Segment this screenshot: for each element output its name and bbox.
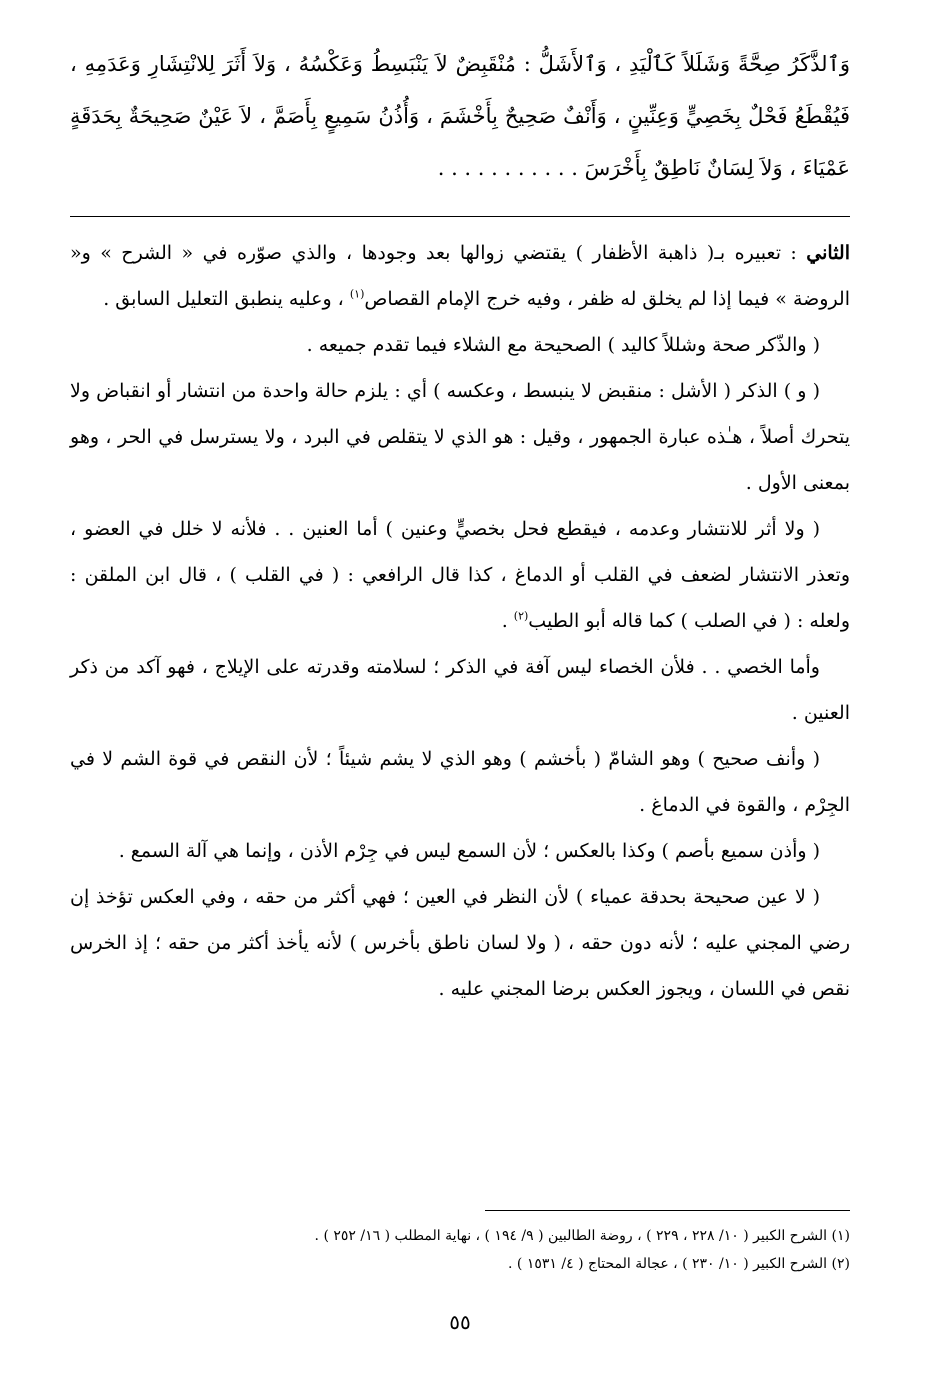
matn-text-block — [70, 38, 850, 194]
page-number: ٥٥ — [449, 1310, 471, 1334]
footnote-divider — [485, 1210, 850, 1211]
commentary-paragraph-3: ( و ) الذكر ( الأشل : منقبض لا ينبسط ، وعكسه ) أي : يلزم حالة واحدة من انتشار أو انقباض ولا يتحرك أصلاً ، هـٰذه عبارة الجمهور ، وقيل : هو الذي لا يتقلص في البرد ، ولا يسترسل في الحر ، وهو بمعنى الأول . — [70, 380, 850, 494]
footnotes — [70, 1222, 850, 1278]
footnote-2: (٢) الشرح الكبير ( ١٠/ ٢٣٠ ) ، عجالة المحتاج ( ٤/ ١٥٣١ ) . — [508, 1256, 850, 1272]
footnote-ref-2[interactable]: (٢) — [513, 609, 529, 623]
commentary-paragraph-2: ( والذّكر صحة وشللاً كاليد ) الصحيحة مع الشلاء فيما تقدم جميعه . — [306, 334, 820, 356]
commentary-paragraph-4 — [70, 506, 850, 644]
commentary-paragraph-1 — [70, 230, 850, 322]
commentary-paragraph-6: ( وأنف صحيح ) وهو الشامّ ( بأخشم ) وهو الذي لا يشم شيئاً ؛ لأن النقص في قوة الشم لا في الجِرْم ، والقوة في الدماغ . — [70, 748, 850, 816]
commentary-paragraph-5: وأما الخصي . . فلأن الخصاء ليس آفة في الذكر ؛ لسلامته وقدرته على الإيلاج ، فهو آكد من ذكر العنين . — [70, 656, 850, 724]
commentary-paragraph-7: ( وأذن سميع بأصم ) وكذا بالعكس ؛ لأن السمع ليس في جِرْم الأذن ، وإنما هي آلة السمع . — [118, 840, 820, 862]
commentary-block — [70, 230, 850, 1012]
matn-paragraph: وَٱلذَّكَرُ صِحَّةً وَشَلَلاً كَٱلْيَدِ ، وَٱلأَشَلُّ : مُنْقَبِضٌ لاَ يَنْبَسِطُ وَعَكْسُهُ ، وَلاَ أَثَرَ لِلانْتِشَارِ وَعَدَمِهِ ، فَيُقْطَعُ فَحْلٌ بِخَصِيٍّ وَعِنِّينٍ ، وَأَنْفٌ صَحِيحٌ بِأَخْشَمَ ، وَأُذُنُ سَمِيعٍ بِأَصَمَّ ، لاَ عَيْنٌ صَحِيحَةٌ بِحَدَقَةٍ عَمْيَاءَ ، وَلاَ لِسَانٌ نَاطِقٌ بِأَخْرَسَ . . . . . . . . . . . — [70, 52, 850, 180]
page — [70, 30, 850, 1350]
footnote-ref-1[interactable]: (١) — [349, 287, 365, 301]
paragraph-tail: ، وعليه ينطبق التعليل السابق . — [103, 288, 350, 310]
matn-divider — [70, 216, 850, 217]
section-lead: الثاني — [806, 242, 850, 264]
paragraph-tail: . — [501, 610, 514, 632]
paragraph-text: ( ولا أثر للانتشار وعدمه ، فيقطع فحل بخصيٍّ وعنين ) أما العنين . . فلأنه لا خلل في العضو ، وتعذر الانتشار لضعف في القلب أو الدماغ ، كذا قال الرافعي : ( في القلب ) ، قال ابن الملقن : ولعله : ( في الصلب ) كما قاله أبو الطيب — [70, 518, 850, 632]
commentary-paragraph-8: ( لا عين صحيحة بحدقة عمياء ) لأن النظر في العين ؛ فهي أكثر من حقه ، وفي العكس تؤخذ إن رضي المجني عليه ؛ لأنه دون حقه ، ( ولا لسان ناطق بأخرس ) لأنه يأخذ أكثر من حقه ؛ إذ الخرس نقص في اللسان ، ويجوز العكس برضا المجني عليه . — [70, 886, 850, 1000]
paragraph-text: : تعبيره بـ( ذاهبة الأظفار ) يقتضي زوالها بعد وجودها ، والذي صوّره في « الشرح » و« الروضة » فيما إذا لم يخلق له ظفر ، وفيه خرج الإمام القصاص — [70, 242, 850, 310]
footnote-1: (١) الشرح الكبير ( ١٠/ ٢٢٨ ، ٢٢٩ ) ، روضة الطالبين ( ٩/ ١٩٤ ) ، نهاية المطلب ( ١٦/ ٢٥٢ ) . — [314, 1228, 850, 1244]
